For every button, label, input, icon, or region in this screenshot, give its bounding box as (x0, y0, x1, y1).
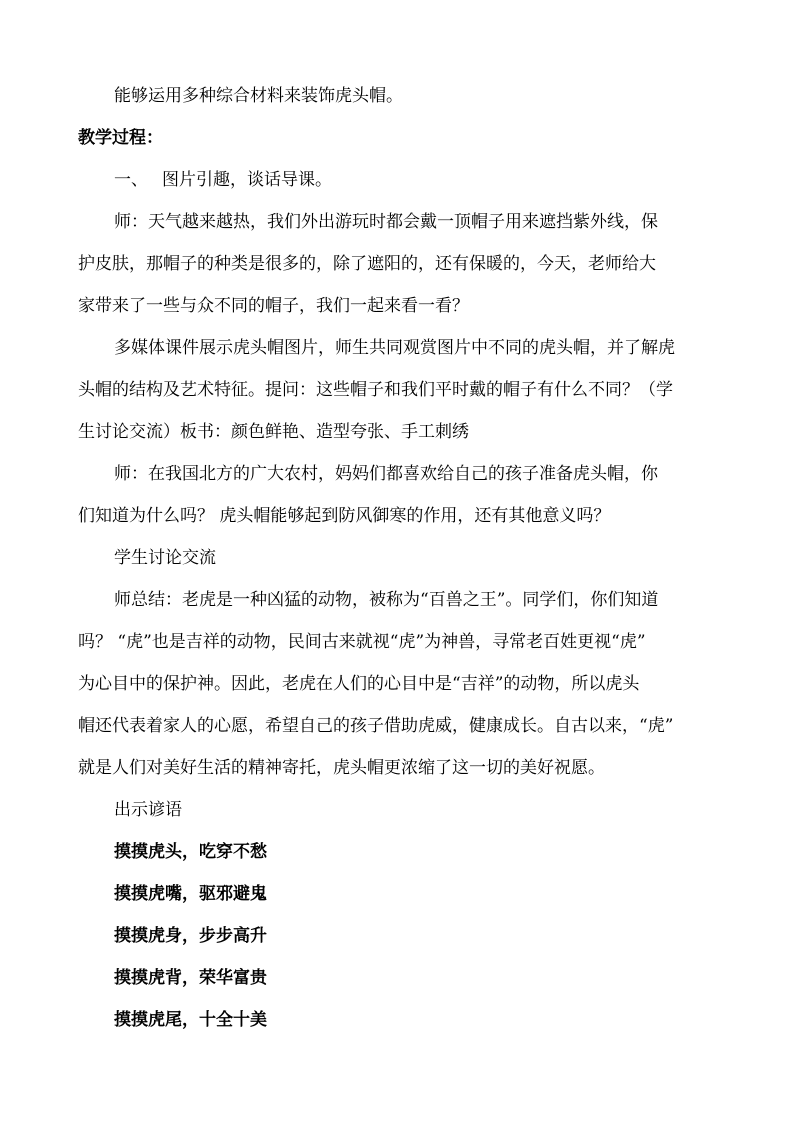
proverb-label: 出示谚语 (114, 800, 182, 820)
step-one-text: 图片引趣，谈话导课。 (162, 170, 332, 190)
section-heading: 教学过程： (78, 128, 163, 148)
paragraph-line: 就是人们对美好生活的精神寄托，虎头帽更浓缩了这一切的美好祝愿。 (78, 758, 605, 778)
teacher-paragraph-1 (78, 208, 718, 320)
saying-item: 摸摸虎身，步步高升 (114, 926, 267, 946)
document-body (78, 82, 718, 1048)
paragraph-line: 多媒体课件展示虎头帽图片，师生共同观赏图片中不同的虎头帽，并了解虎 (114, 338, 675, 358)
saying-item: 摸摸虎背，荣华富贵 (114, 968, 267, 988)
media-paragraph (78, 334, 718, 446)
summary-paragraph (78, 586, 718, 782)
paragraph-line: 师：在我国北方的广大农村，妈妈们都喜欢给自己的孩子准备虎头帽，你 (114, 464, 658, 484)
step-one-marker: 一、 (114, 170, 148, 190)
intro-line: 能够运用多种综合材料来装饰虎头帽。 (114, 86, 403, 106)
paragraph-line: 护皮肤，那帽子的种类是很多的，除了遮阳的，还有保暖的，今天，老师给大 (78, 254, 656, 274)
sayings-list (78, 838, 718, 1034)
paragraph-line: 师：天气越来越热，我们外出游玩时都会戴一顶帽子用来遮挡紫外线，保 (114, 212, 658, 232)
saying-item: 摸摸虎头，吃穿不愁 (114, 842, 267, 862)
paragraph-line: 帽还代表着家人的心愿，希望自己的孩子借助虎威，健康成长。自古以来，“虎” (78, 716, 674, 736)
student-discuss-line: 学生讨论交流 (114, 548, 216, 568)
paragraph-line: 生讨论交流）板书：颜色鲜艳、造型夸张、手工刺绣 (78, 422, 469, 442)
saying-item: 摸摸虎尾，十全十美 (114, 1010, 267, 1030)
saying-item: 摸摸虎嘴，驱邪避鬼 (114, 884, 267, 904)
step-one (78, 166, 718, 194)
paragraph-line: 们知道为什么吗？ 虎头帽能够起到防风御寒的作用，还有其他意义吗？ (78, 506, 611, 526)
paragraph-line: 吗？ “虎”也是吉祥的动物，民间古来就视“虎”为神兽，寻常老百姓更视“虎” (78, 632, 646, 652)
paragraph-line: 师总结：老虎是一种凶猛的动物，被称为“百兽之王”。同学们，你们知道 (114, 590, 659, 610)
paragraph-line: 头帽的结构及艺术特征。提问：这些帽子和我们平时戴的帽子有什么不同？（学 (78, 380, 673, 400)
paragraph-line: 为心目中的保护神。因此，老虎在人们的心目中是“吉祥”的动物，所以虎头 (78, 674, 640, 694)
teacher-paragraph-2 (78, 460, 718, 530)
paragraph-line: 家带来了一些与众不同的帽子，我们一起来看一看？ (78, 296, 469, 316)
